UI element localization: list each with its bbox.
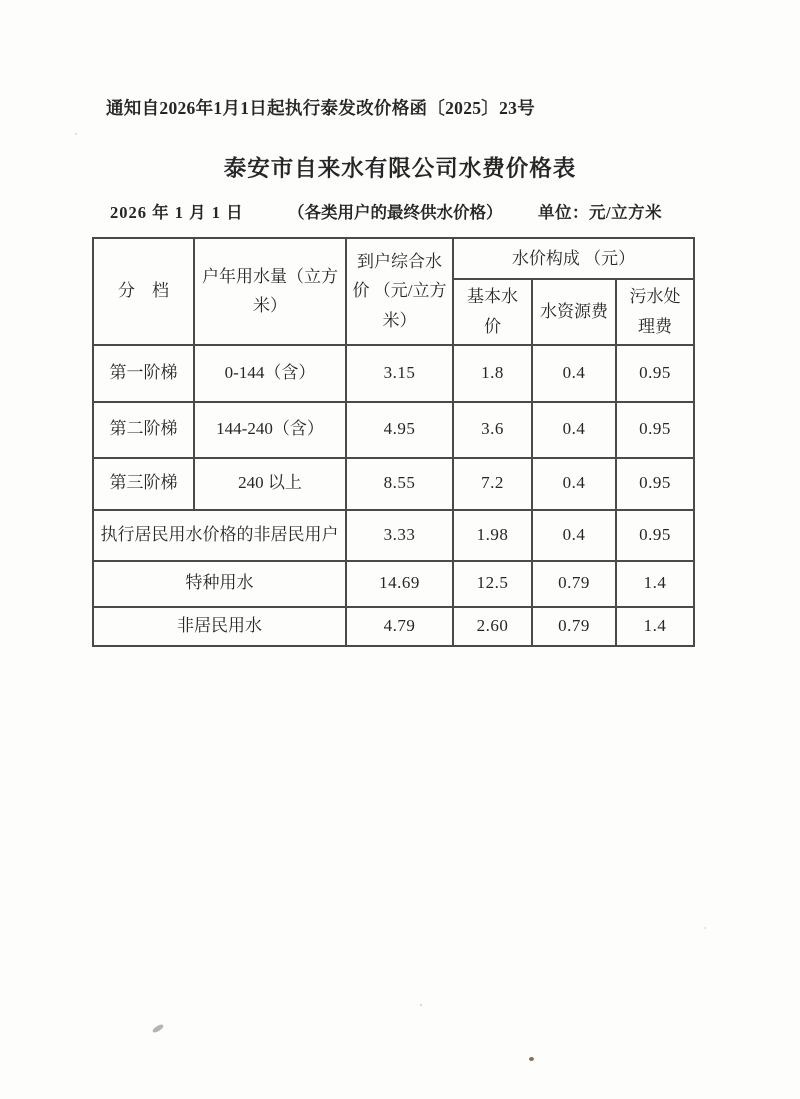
scan-speck <box>75 133 77 135</box>
cell-price: 3.15 <box>346 345 453 402</box>
cell-tier: 第三阶梯 <box>93 458 194 510</box>
cell-resource: 0.4 <box>532 458 616 510</box>
table-row <box>93 458 694 510</box>
cell-sewage: 0.95 <box>616 458 694 510</box>
cell-price: 4.95 <box>346 402 453 458</box>
cell-tier: 特种用水 <box>93 561 346 607</box>
table-row <box>93 402 694 458</box>
cell-resource: 0.4 <box>532 510 616 561</box>
table-row <box>93 510 694 561</box>
cell-sewage: 0.95 <box>616 402 694 458</box>
water-price-table <box>92 237 695 647</box>
page-title: 泰安市自来水有限公司水费价格表 <box>223 156 577 181</box>
cell-sewage: 1.4 <box>616 607 694 646</box>
cell-resource: 0.79 <box>532 561 616 607</box>
price-note: （各类用户的最终供水价格） <box>288 203 503 222</box>
header-water-resource-fee: 水资源费 <box>532 279 616 345</box>
header-comprehensive-price: 到户综合水价 （元/立方米） <box>346 238 453 345</box>
scan-speck <box>420 1004 422 1006</box>
scan-speck <box>529 1057 534 1061</box>
cell-basic: 1.98 <box>453 510 532 561</box>
unit-label: 单位：元/立方米 <box>538 203 663 222</box>
cell-resource: 0.4 <box>532 402 616 458</box>
cell-usage: 0-144（含） <box>194 345 346 402</box>
meta-row <box>0 199 800 225</box>
cell-usage: 144-240（含） <box>194 402 346 458</box>
cell-sewage: 1.4 <box>616 561 694 607</box>
cell-tier: 第二阶梯 <box>93 402 194 458</box>
cell-basic: 1.8 <box>453 345 532 402</box>
cell-price: 14.69 <box>346 561 453 607</box>
cell-resource: 0.4 <box>532 345 616 402</box>
cell-tier: 非居民用水 <box>93 607 346 646</box>
cell-basic: 12.5 <box>453 561 532 607</box>
cell-basic: 7.2 <box>453 458 532 510</box>
header-sewage-fee: 污水处理费 <box>616 279 694 345</box>
table-header-row-1 <box>93 238 694 279</box>
cell-tier: 执行居民用水价格的非居民用户 <box>93 510 346 561</box>
cell-price: 3.33 <box>346 510 453 561</box>
header-composition: 水价构成 （元） <box>453 238 694 279</box>
cell-usage: 240 以上 <box>194 458 346 510</box>
cell-sewage: 0.95 <box>616 510 694 561</box>
scan-speck <box>704 927 706 929</box>
header-usage: 户年用水量（立方米） <box>194 238 346 345</box>
notice-line: 通知自2026年1月1日起执行泰发改价格函〔2025〕23号 <box>106 98 535 118</box>
table-row <box>93 345 694 402</box>
cell-basic: 2.60 <box>453 607 532 646</box>
cell-price: 8.55 <box>346 458 453 510</box>
table-row <box>93 561 694 607</box>
header-tier: 分 档 <box>93 238 194 345</box>
cell-basic: 3.6 <box>453 402 532 458</box>
cell-price: 4.79 <box>346 607 453 646</box>
scan-smudge <box>152 1023 165 1034</box>
table-row <box>93 607 694 646</box>
effective-date: 2026 年 1 月 1 日 <box>110 203 244 222</box>
cell-tier: 第一阶梯 <box>93 345 194 402</box>
cell-sewage: 0.95 <box>616 345 694 402</box>
header-basic-price: 基本水价 <box>453 279 532 345</box>
cell-resource: 0.79 <box>532 607 616 646</box>
